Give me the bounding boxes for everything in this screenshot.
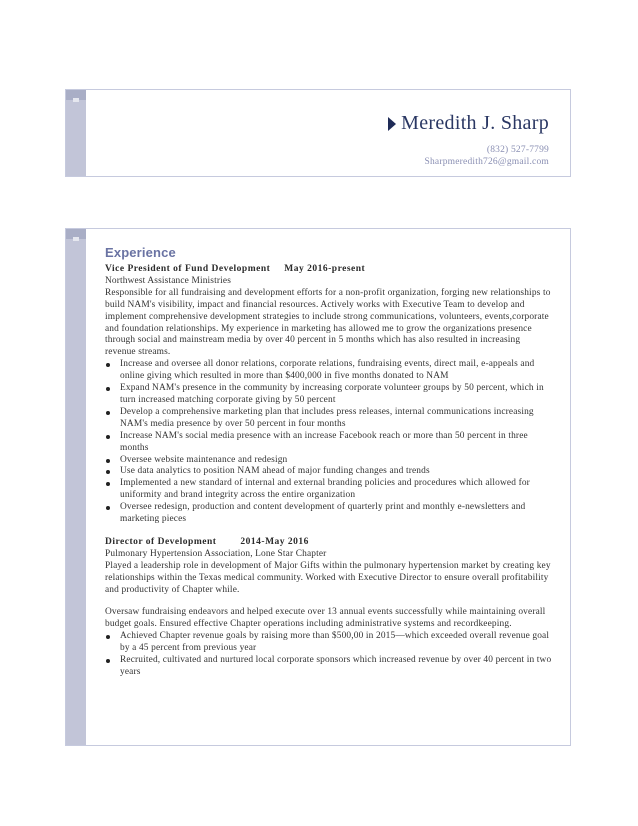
list-item: [105, 631, 553, 655]
job-dates: 2014-May 2016: [240, 536, 309, 547]
bullet-text: Develop a comprehensive marketing plan that includes press releases, internal communications increasing NAM's media presence by over 50 percent in four months: [120, 406, 534, 429]
job-description: Responsible for all fundraising and development efforts for a non-profit organization, forging new relationships to build NAM's visibility, impact and financial resources. Actively works with Executive Team to develop and implement comprehensive development strategies to include strong communications, volunteers, events,corporate and foundation relationships. My experience in marketing has allowed me to grow the organizations presence through social and mainstream media by over 40 percent in 5 months which has also resulted in increasing revenue streams.: [105, 287, 551, 358]
job-title-row: [105, 264, 553, 276]
list-item: [105, 359, 553, 383]
job-dates: May 2016-present: [284, 264, 366, 274]
name-row: [388, 112, 549, 135]
experience-box: [65, 228, 571, 746]
phone-number: (832) 527-7799: [486, 145, 549, 155]
bullet-text: Increase NAM's social media presence with an increase Facebook reach or more than 50 percent in three months: [120, 430, 528, 453]
list-item: [105, 431, 553, 455]
list-item: [105, 466, 553, 478]
bullet-text: Oversee website maintenance and redesign: [120, 454, 288, 465]
caret-right-icon: [388, 117, 396, 131]
bullet-text: Use data analytics to position NAM ahead of major funding changes and trends: [120, 466, 430, 477]
list-item: [105, 407, 553, 431]
experience-content: [105, 245, 553, 679]
job-title: Director of Development: [105, 536, 217, 547]
experience-sidebar-bar: [66, 229, 86, 745]
sidebar-notch: [73, 237, 79, 241]
bullet-icon: [106, 435, 110, 439]
job-title: Vice President of Fund Development: [105, 264, 271, 274]
bullet-icon: [106, 506, 110, 510]
list-item: [105, 455, 553, 467]
section-title-experience: Experience: [105, 245, 176, 260]
header-sidebar-bar: [66, 90, 86, 176]
bullet-text: Implemented a new standard of internal and external branding policies and procedures which allowed for uniformity and brand integrity across the entire organization: [120, 478, 530, 501]
spacer: [105, 526, 553, 537]
bullet-icon: [106, 387, 110, 391]
spacer: [105, 596, 553, 607]
job-bullet-list: [105, 359, 553, 526]
sidebar-notch: [73, 98, 79, 102]
list-item: [105, 478, 553, 502]
organization-name: Northwest Assistance Ministries: [105, 275, 231, 286]
candidate-name: Meredith J. Sharp: [401, 112, 549, 134]
list-item: [105, 502, 553, 526]
job-title-row: [105, 537, 553, 549]
bullet-text: Increase and oversee all donor relations, corporate relations, fundraising events, direct mail, e-appeals and online giving which resulted in more than $400,000 in five months donated to NAM: [120, 359, 535, 382]
bullet-icon: [106, 470, 110, 474]
email-address: Sharpmeredith726@gmail.com: [424, 157, 549, 167]
job-description-2: Oversaw fundraising endeavors and helped execute over 13 annual events successfully while maintaining overall budget goals. Ensured effective Chapter operations including administrative systems and recordkeeping.: [105, 607, 546, 630]
bullet-icon: [106, 459, 110, 463]
bullet-icon: [106, 363, 110, 367]
list-item: [105, 383, 553, 407]
job-description: Played a leadership role in development of Major Gifts within the pulmonary hypertension market by creating key relationships within the Texas medical community. Worked with Executive Director to ensure overall profitability and productivity of Chapter while.: [105, 560, 551, 595]
bullet-icon: [106, 659, 110, 663]
bullet-icon: [106, 411, 110, 415]
bullet-text: Oversee redesign, production and content development of quarterly print and monthly e-newsletters and marketing pieces: [120, 502, 526, 525]
bullet-text: Expand NAM's presence in the community by increasing corporate volunteer groups by 50 percent, which in turn increased matching corporate giving by 50 percent: [120, 383, 544, 405]
job-bullet-list: [105, 631, 553, 679]
list-item: [105, 655, 553, 679]
bullet-icon: [106, 482, 110, 486]
header-box: [65, 89, 571, 177]
organization-name: Pulmonary Hypertension Association, Lone Star Chapter: [105, 548, 327, 559]
bullet-icon: [106, 635, 110, 639]
bullet-text: Recruited, cultivated and nurtured local corporate sponsors which increased revenue by over 40 percent in two years: [120, 655, 552, 677]
bullet-text: Achieved Chapter revenue goals by raising more than $500,00 in 2015—which exceeded overall revenue goal by a 45 percent from previous year: [120, 631, 550, 654]
